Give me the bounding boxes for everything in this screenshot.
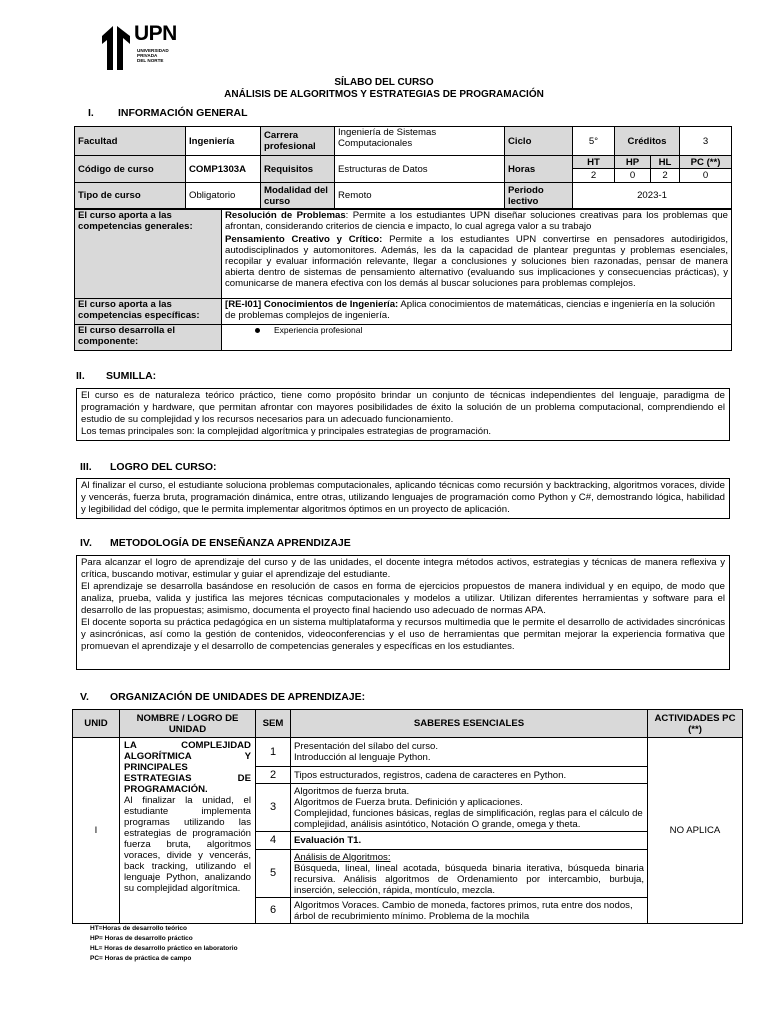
units-header-sem: SEM — [256, 710, 291, 738]
modalidad-label: Modalidad del curso — [261, 183, 335, 209]
componente-label: El curso desarrolla el componente: — [75, 325, 222, 351]
periodo-value: 2023-1 — [573, 183, 732, 209]
document-title: SÍLABO DEL CURSO — [334, 77, 434, 88]
pc-label: PC (**) — [680, 156, 732, 169]
footnotes — [90, 924, 238, 964]
ht-label: HT — [573, 156, 615, 169]
footnote-pc: PC= Horas de práctica de campo — [90, 955, 192, 962]
week-number: 3 — [256, 784, 291, 832]
week-number: 4 — [256, 832, 291, 850]
codigo-label: Código de curso — [75, 156, 186, 183]
units-header-unid: UNID — [73, 710, 120, 738]
codigo-value: COMP1303A — [186, 156, 261, 183]
section-1-heading: I. INFORMACIÓN GENERAL — [88, 107, 248, 119]
creditos-label: Créditos — [615, 127, 680, 156]
periodo-label: Periodo lectivo — [505, 183, 573, 209]
unit-logro: Al finalizar la unidad, el estudiante implementa programas utilizando las estrategias de programación fuerza bruta, algoritmos voraces, divide y vencerás, back tracking, utilizando el lenguaje Python, analizando su complejidad algorítmica. — [124, 795, 251, 894]
activities-value: NO APLICA — [648, 738, 743, 924]
hl-value: 2 — [651, 169, 680, 183]
week-number: 2 — [256, 767, 291, 784]
requisitos-value: Estructuras de Datos — [335, 156, 505, 183]
units-header-saberes: SABERES ESENCIALES — [291, 710, 648, 738]
ht-value: 2 — [573, 169, 615, 183]
week-content: Evaluación T1. — [291, 832, 648, 850]
unit-number: I — [73, 738, 120, 924]
componente-value: Experiencia profesional — [222, 325, 732, 351]
facultad-label: Facultad — [75, 127, 186, 156]
ciclo-value: 5° — [573, 127, 615, 156]
footnote-ht: HT=Horas de desarrollo teórico — [90, 925, 187, 932]
hp-label: HP — [615, 156, 651, 169]
upn-logo — [100, 22, 177, 72]
section-3-heading: III. LOGRO DEL CURSO: — [80, 461, 217, 473]
pc-value: 0 — [680, 169, 732, 183]
facultad-value: Ingeniería — [186, 127, 261, 156]
week-content: Algoritmos Voraces. Cambio de moneda, factores primos, ruta entre dos nodos, árbol de recubrimiento mínimo. Problema de la mochila — [291, 898, 648, 924]
hl-label: HL — [651, 156, 680, 169]
units-table — [72, 709, 743, 924]
requisitos-label: Requisitos — [261, 156, 335, 183]
logo-subtext: UNIVERSIDAD PRIVADA DEL NORTE — [137, 48, 169, 64]
footnote-hl: HL= Horas de desarrollo práctico en laboratorio — [90, 945, 238, 952]
horas-label: Horas — [505, 156, 573, 183]
comp-esp-value: [RE-I01] Conocimientos de Ingeniería: Aplica conocimientos de matemáticas, ciencias e ingeniería en la solución de problemas complejos de ingeniería. — [222, 299, 732, 325]
sumilla-box: El curso es de naturaleza teórico práctico, tiene como propósito brindar un conjunto de técnicas independientes del lenguaje, paradigma de programación y hardware, que permitan afrontar con mayores posibilidades de éxito la solución de un problema computacional, comprendiendo el estudio de su complejidad y los recursos necesarios para un adecuado funcionamiento. Los temas principales son: la complejidad algorítmica y principales estrategias de programación. — [76, 388, 730, 441]
units-header-nombre: NOMBRE / LOGRO DE UNIDAD — [120, 710, 256, 738]
week-number: 1 — [256, 738, 291, 767]
hp-value: 0 — [615, 169, 651, 183]
week-content: Análisis de Algoritmos: Búsqueda, lineal, lineal acotada, búsqueda binaria iterativa, búsqueda binaria recursiva. Análisis algoritmos de Ordenamiento por intercambio, burbuja, inserción, selección, rápida, montículo, mezcla. — [291, 850, 648, 898]
footnote-hp: HP= Horas de desarrollo práctico — [90, 935, 193, 942]
week-number: 6 — [256, 898, 291, 924]
upn-logo-icon — [100, 26, 132, 70]
metodologia-box: Para alcanzar el logro de aprendizaje del curso y de las unidades, el docente integra métodos activos, estrategias y técnicas de manera reflexiva y crítica, buscando motivar, estimular y guiar el aprendizaje del estudiante. El aprendizaje se desarrolla basándose en resolución de casos en forma de ejercicios propuestos de manera individual y en equipo, de modo que analiza, prueba, valida y justifica las mejores técnicas computacionales y modelos a utilizar. Utilizan diferentes herramientas y software para el desarrollo de las propuestas; asimismo, documenta el proyecto final haciendo uso adecuado de normas APA. El docente soporta su práctica pedagógica en un sistema multiplataforma y recursos multimedia que le permite el desarrollo de actividades sincrónicas y asincrónicas, así como la gestión de contenidos, videoconferencias y el uso de herramientas que permitan mejorar la experiencia formativa que promuevan el aprendizaje y el desarrollo de competencias generales y específicas en los estudiantes. — [76, 555, 730, 670]
week-content: Presentación del sílabo del curso. Introducción al lenguaje Python. — [291, 738, 648, 767]
section-5-heading: V. ORGANIZACIÓN DE UNIDADES DE APRENDIZAJE: — [80, 691, 366, 703]
tipo-value: Obligatorio — [186, 183, 261, 209]
unit-title: LA COMPLEJIDAD ALGORÍTMICA Y PRINCIPALES ESTRATEGIAS DE PROGRAMACIÓN. — [124, 740, 251, 795]
course-title: ANÁLISIS DE ALGORITMOS Y ESTRATEGIAS DE PROGRAMACIÓN — [224, 89, 544, 100]
modalidad-value: Remoto — [335, 183, 505, 209]
tipo-label: Tipo de curso — [75, 183, 186, 209]
week-content: Algoritmos de fuerza bruta. Algoritmos de Fuerza bruta. Definición y aplicaciones. Complejidad, funciones básicas, reglas de simplificación, reglas para el cálculo de complejidad, análisis asintótico, Notación O grande, omega y theta. — [291, 784, 648, 832]
comp-esp-label: El curso aporta a las competencias específicas: — [75, 299, 222, 325]
units-header-actividades: ACTIVIDADES PC (**) — [648, 710, 743, 738]
competencies-table — [74, 209, 732, 351]
carrera-value: Ingeniería de Sistemas Computacionales — [335, 127, 505, 156]
bullet-icon — [255, 328, 260, 333]
unit-name-cell — [120, 738, 256, 924]
section-2-heading: II. SUMILLA: — [76, 370, 157, 382]
comp-gen-value: Resolución de Problemas: Permite a los estudiantes UPN diseñar soluciones creativas para los problemas que afrontan, considerando criterios de ciencia e impacto, lo cual agrega valor a su trabajo Pensamiento Creativo y Crítico: Permite a los estudiantes UPN convertirse en pensadores autodirigidos, autodisciplinados y automonitores. Además, les da la capacidad de plantear preguntas y problemas esenciales, recopilar y evaluar información relevante, llegar a conclusiones y soluciones bien razonadas, pensar de manera abierta dentro de sistemas de pensamiento alternativo (evaluando sus implicaciones y consecuencias prácticas), y comunicarse de manera efectiva con los demás al buscar soluciones para problemas complejos. — [222, 210, 732, 299]
comp-gen-label: El curso aporta a las competencias generales: — [75, 210, 222, 299]
carrera-label: Carrera profesional — [261, 127, 335, 156]
general-info-table — [74, 126, 732, 209]
logro-box: Al finalizar el curso, el estudiante soluciona problemas computacionales, aplicando técnicas como recursión y backtracking, algoritmos voraces, divide y vencerás, fuerza bruta, programación dinámica, entre otras, utilizando lenguajes de programación como Python y C#, demostrando lógica, habilidad y legibilidad del código, que le permita implementar algoritmos óptimos en un proyecto de aplicación. — [76, 478, 730, 519]
ciclo-label: Ciclo — [505, 127, 573, 156]
logo-text: UPN — [134, 22, 177, 45]
creditos-value: 3 — [680, 127, 732, 156]
week-content: Tipos estructurados, registros, cadena de caracteres en Python. — [291, 767, 648, 784]
week-number: 5 — [256, 850, 291, 898]
section-4-heading: IV. METODOLOGÍA DE ENSEÑANZA APRENDIZAJE — [80, 537, 351, 549]
